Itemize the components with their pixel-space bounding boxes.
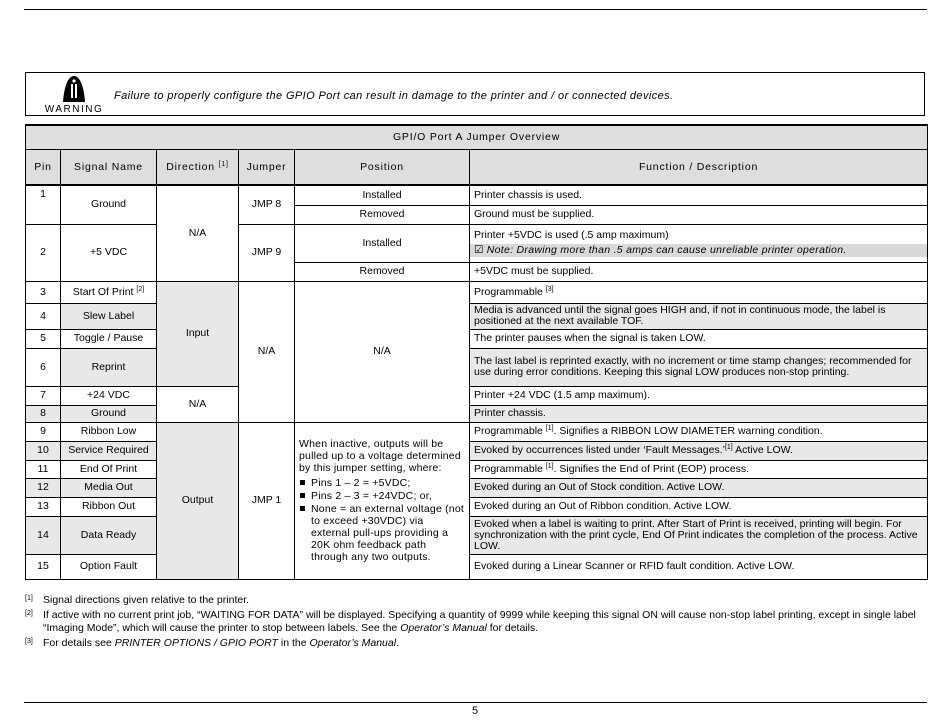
warning-box [25,72,925,116]
function-cell: Evoked during an Out of Stock condition. Active LOW. [470,478,928,497]
position-cell: Installed [295,185,470,205]
function-cell: Programmable [1]. Signifies the End of Print (EOP) process. [470,460,928,478]
list-item: Pins 1 – 2 = +5VDC; [309,477,465,489]
list-item: None = an external voltage (not to exceed +30VDC) via external pull-ups providing a 20K ohm feedback path through any two outputs. [311,502,465,563]
function-cell: Printer chassis. [470,405,928,422]
function-cell: Evoked during an Out of Ribbon condition. Active LOW. [470,497,928,516]
pin-cell: 9 [26,422,61,441]
warning-label: WARNING [44,104,104,115]
table-row [26,422,928,441]
signal-cell: Data Ready [61,516,157,554]
function-cell: Evoked by occurrences listed under ‘Fault Messages.’[1] Active LOW. [470,441,928,460]
note-box: ☑ Note: Drawing more than .5 amps can cause unreliable printer operation. [470,244,927,257]
footnote-3: [3] For details see PRINTER OPTIONS / GPIO PORT in the Operator’s Manual. [25,637,399,649]
footnote-1: [1] Signal directions given relative to the printer. [25,594,250,606]
table-row [26,185,928,205]
signal-cell: Ribbon Out [61,497,157,516]
table-row [26,281,928,303]
footnotes [25,594,927,652]
signal-cell: End Of Print [61,460,157,478]
position-cell: Installed [295,224,470,262]
pin-cell: 12 [26,478,61,497]
jumper-cell: JMP 9 [239,224,295,281]
header-direction: Direction [1] [157,150,239,186]
position-cell: N/A [295,281,470,422]
signal-cell: Ground [61,185,157,224]
header-position: Position [295,150,470,186]
signal-cell: +24 VDC [61,386,157,405]
pin-cell: 1 [26,185,61,224]
jumper-cell: JMP 8 [239,185,295,224]
pin-cell: 4 [26,303,61,329]
header-jumper: Jumper [239,150,295,186]
function-cell: +5VDC must be supplied. [470,262,928,281]
position-cell [295,422,470,579]
table-title: GPI/O Port A Jumper Overview [26,125,928,150]
pin-cell: 5 [26,329,61,348]
signal-cell: Service Required [61,441,157,460]
signal-cell: Toggle / Pause [61,329,157,348]
footnote-2: [2] If active with no current print job, “WAITING FOR DATA” will be displayed. Specifying a quantity of 9999 while keeping this signal ON will cause non-stop label printing, except in single label “Imaging Mode”, which will cause the printer to stop between labels. See the Operator’s Manual for details. [25,609,916,634]
warning-icon [38,75,110,115]
pin-cell: 15 [26,554,61,579]
pin-cell: 11 [26,460,61,478]
signal-cell: Ribbon Low [61,422,157,441]
function-cell: Printer chassis is used. [470,185,928,205]
jumper-cell: JMP 1 [239,422,295,579]
top-rule [24,9,927,10]
table-row [26,386,928,405]
jumper-cell: N/A [239,281,295,422]
pin-options-list [299,477,465,563]
direction-cell: Input [157,281,239,386]
header-signal-name: Signal Name [61,150,157,186]
signal-cell: Media Out [61,478,157,497]
function-cell: Programmable [1]. Signifies a RIBBON LOW DIAMETER warning condition. [470,422,928,441]
pin-cell: 13 [26,497,61,516]
pin-cell: 3 [26,281,61,303]
function-cell: Printer +5VDC is used (.5 amp maximum) ☑ Note: Drawing more than .5 amps can cause unreliable printer operation. [470,224,928,262]
direction-cell: Output [157,422,239,579]
list-item: Pins 2 – 3 = +24VDC; or, [309,490,465,502]
pin-cell: 14 [26,516,61,554]
signal-cell: Start Of Print [2] [61,281,157,303]
page-number: 5 [471,705,479,717]
position-cell: Removed [295,205,470,224]
jumper-intro: When inactive, outputs will be pulled up to a voltage determined by this jumper setting, where: [299,437,461,474]
direction-cell: N/A [157,185,239,281]
pin-cell: 6 [26,348,61,386]
gpio-jumper-table [25,124,928,580]
check-icon: ☑ [474,243,484,256]
pin-cell: 8 [26,405,61,422]
header-function: Function / Description [470,150,928,186]
function-cell: Printer +24 VDC (1.5 amp maximum). [470,386,928,405]
function-cell: Evoked during a Linear Scanner or RFID fault condition. Active LOW. [470,554,928,579]
direction-cell: N/A [157,386,239,422]
function-cell: The printer pauses when the signal is taken LOW. [470,329,928,348]
signal-cell: Ground [61,405,157,422]
pin-cell: 2 [26,224,61,281]
pin-cell: 10 [26,441,61,460]
pin-cell: 7 [26,386,61,405]
function-cell: Media is advanced until the signal goes HIGH and, if not in continuous mode, the label is positioned at the next available TOF. [470,303,928,329]
warning-text: Failure to properly configure the GPIO Port can result in damage to the printer and / or connected devices. [114,90,674,102]
signal-cell: Option Fault [61,554,157,579]
signal-cell: Slew Label [61,303,157,329]
function-cell: Evoked when a label is waiting to print. After Start of Print is received, printing will begin. For synchronization with the print cycle, End Of Print indicates the completion of the process. Active LOW. [470,516,928,554]
position-cell: Removed [295,262,470,281]
function-cell: The last label is reprinted exactly, with no increment or time stamp changes; recommended for use during error conditions. Keeping this signal LOW produces non-stop printing. [470,348,928,386]
bottom-rule [24,702,927,703]
function-cell: Programmable [3] [470,281,928,303]
function-cell: Ground must be supplied. [470,205,928,224]
header-pin: Pin [26,150,61,186]
signal-cell: +5 VDC [61,224,157,281]
signal-cell: Reprint [61,348,157,386]
